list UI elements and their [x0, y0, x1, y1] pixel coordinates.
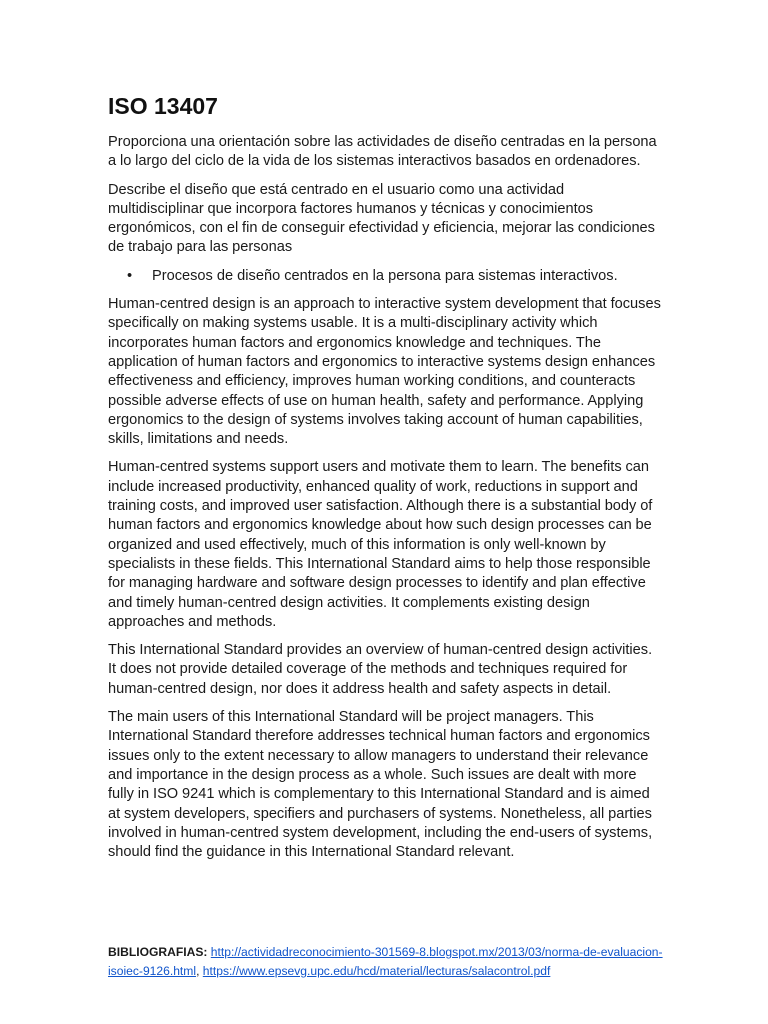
bibliography-label: BIBLIOGRAFIAS: [108, 945, 211, 959]
body-paragraph-1: Human-centred design is an approach to interactive system development that focuses specifically on making systems usable. It is a multi-disciplinary activity which incorporates human factors and ergonomics knowledge and techniques. The application of human factors and ergonomics to interactive systems design enhances effectiveness and efficiency, improves human working conditions, and counteracts possible adverse effects of use on human health, safety and performance. Applying ergonomics to the design of systems involves taking account of human capabilities, skills, limitations and needs. [108, 296, 661, 448]
document-page [108, 92, 663, 871]
bullet-list [108, 267, 663, 286]
intro-paragraph-1: Proporciona una orientación sobre las actividades de diseño centradas en la persona a lo largo del ciclo de la vida de los sistemas interactivos basados en ordenadores. [108, 134, 657, 170]
bullet-dot-icon: • [127, 267, 133, 284]
bullet-item [108, 267, 663, 286]
document-title: ISO 13407 [108, 93, 218, 119]
body-paragraph-3: This International Standard provides an overview of human-centred design activities. It does not provide detailed coverage of the methods and techniques required for human-centred design, nor does it address health and safety aspects in detail. [108, 642, 653, 697]
bibliography [108, 943, 668, 981]
bibliography-link-blogspot[interactable]: http://actividadreconocimiento-301569-8.blogspot.mx/2013/03/norma-de-evaluacion-isoiec-9126.html [108, 945, 663, 978]
intro-paragraph-2: Describe el diseño que está centrado en el usuario como una actividad multidisciplinar que incorpora factores humanos y técnicas y conocimientos ergonómicos, con el fin de conseguir efectividad y eficiencia, mejorar las condiciones de trabajo para las personas [108, 181, 655, 256]
bibliography-link-epsevg[interactable]: https://www.epsevg.upc.edu/hcd/material/lecturas/salacontrol.pdf [202, 964, 551, 978]
bibliography-separator: , [196, 964, 203, 978]
body-paragraph-4: The main users of this International Standard will be project managers. This International Standard therefore addresses technical human factors and ergonomics issues only to the extent necessary to allow managers to understand their relevance and importance in the design process as a whole. Such issues are dealt with more fully in ISO 9241 which is complementary to this International Standard and is aimed at system developers, specifiers and purchasers of systems. Nonetheless, all parties involved in human-centred system development, including the end-users of systems, should find the guidance in this International Standard relevant. [108, 709, 653, 861]
bullet-text: Procesos de diseño centrados en la persona para sistemas interactivos. [152, 267, 618, 284]
body-paragraph-2: Human-centred systems support users and motivate them to learn. The benefits can include increased productivity, enhanced quality of work, reductions in support and training costs, and improved user satisfaction. Although there is a substantial body of human factors and ergonomics knowledge about how such design processes can be organized and used effectively, much of this information is only well-known by specialists in these fields. This International Standard aims to help those responsible for managing hardware and software design processes to identify and plan effective and timely human-centred design activities. It complements existing design approaches and methods. [108, 459, 653, 630]
